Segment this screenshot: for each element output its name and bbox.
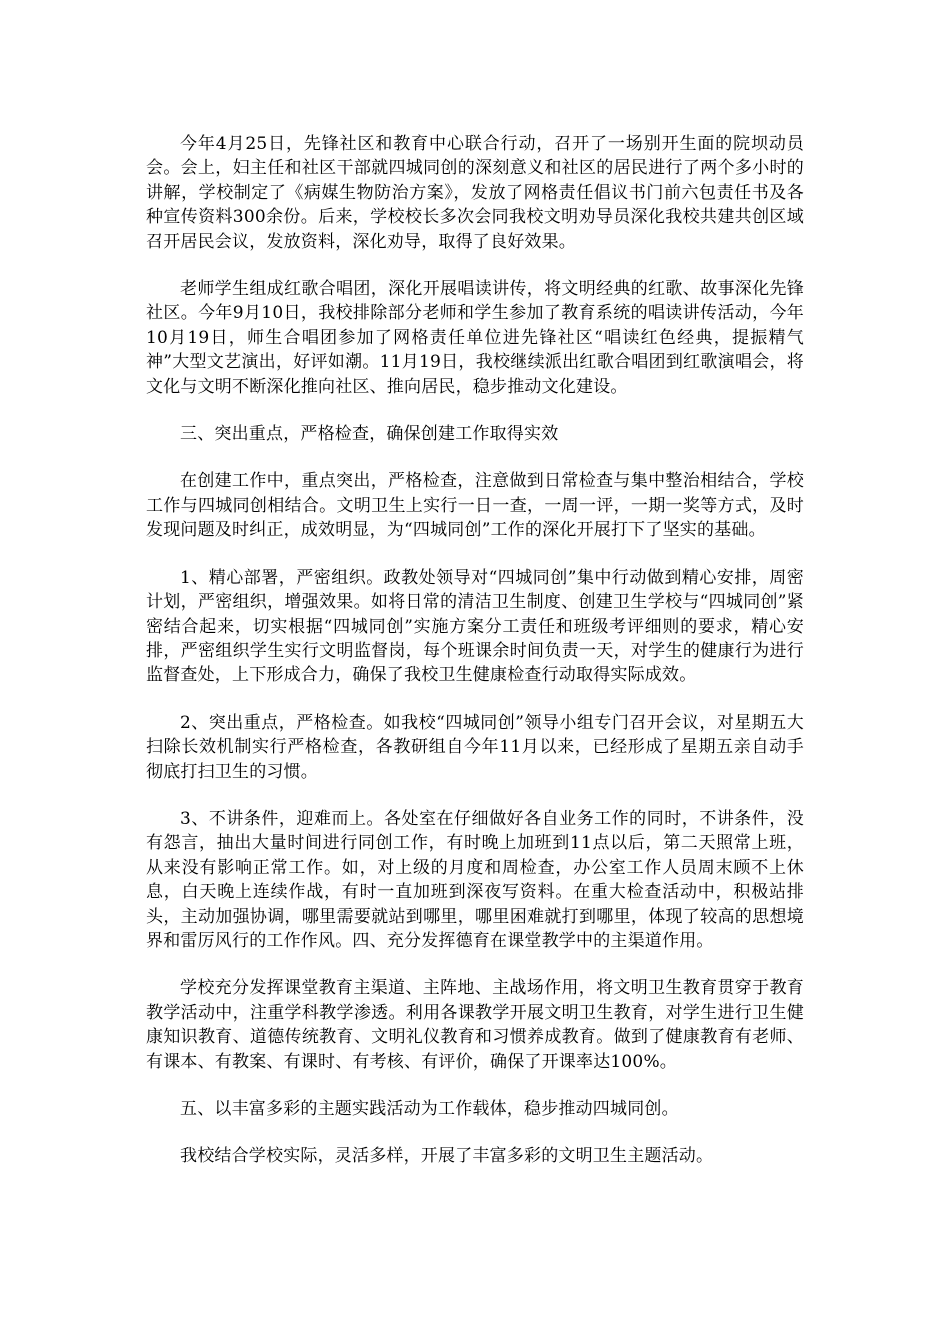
section-heading-3: 三、突出重点，严格检查，确保创建工作取得实效 <box>180 424 559 445</box>
paragraph-item-2: 2、突出重点，严格检查。如我校“四城同创”领导小组专门召开会议，对星期五大扫除长效机制实行严格检查，各教研组自今年11月以来，已经形成了星期五亲自动手彻底打扫卫生的习惯。 <box>146 712 804 782</box>
paragraph-inspection-overview: 在创建工作中，重点突出，严格检查，注意做到日常检查与集中整治相结合，学校工作与四城同创相结合。文明卫生上实行一日一查，一周一评，一期一奖等方式，及时发现问题及时纠正，成效明显，为“四城同创”工作的深化开展打下了坚实的基础。 <box>146 471 804 541</box>
paragraph-community-meeting: 今年4月25日，先锋社区和教育中心联合行动，召开了一场别开生面的院坝动员会。会上，妇主任和社区干部就四城同创的深刻意义和社区的居民进行了两个多小时的讲解，学校制定了《病媒生物防治方案》，发放了网格责任倡议书门前六包责任书及各种宣传资料300余份。后来，学校校长多次会同我校文明劝导员深化我校共建共创区域召开居民会议，发放资料，深化劝导，取得了良好效果。 <box>146 134 804 252</box>
paragraph-red-song-choir: 老师学生组成红歌合唱团，深化开展唱读讲传，将文明经典的红歌、故事深化先锋社区。今年9月10日，我校排除部分老师和学生参加了教育系统的唱读讲传活动，今年10月19日，师生合唱团参加了网格责任单位进先锋社区“唱读红色经典，提振精气神”大型文艺演出，好评如潮。11月19日，我校继续派出红歌合唱团到红歌演唱会，将文化与文明不断深化推向社区、推向居民，稳步推动文化建设。 <box>146 279 804 397</box>
paragraph-theme-activities: 我校结合学校实际，灵活多样，开展了丰富多彩的文明卫生主题活动。 <box>180 1146 714 1167</box>
paragraph-item-3: 3、不讲条件，迎难而上。各处室在仔细做好各自业务工作的同时，不讲条件，没有怨言，抽出大量时间进行同创工作，有时晚上加班到11点以后，第二天照常上班，从来没有影响正常工作。如，对上级的月度和周检查，办公室工作人员周末顾不上休息，白天晚上连续作战，有时一直加班到深夜写资料。在重大检查活动中，积极站排头，主动加强协调，哪里需要就站到哪里，哪里困难就打到哪里，体现了较高的思想境界和雷厉风行的工作作风。四、充分发挥德育在课堂教学中的主渠道作用。 <box>146 808 804 951</box>
document-body <box>146 132 804 1169</box>
section-heading-5: 五、以丰富多彩的主题实践活动为工作载体，稳步推动四城同创。 <box>180 1099 679 1119</box>
paragraph-classroom-education: 学校充分发挥课堂教育主渠道、主阵地、主战场作用，将文明卫生教育贯穿于教育教学活动中，注重学科教学渗透。利用各课教学开展文明卫生教育，对学生进行卫生健康知识教育、道德传统教育、文明礼仪教育和习惯养成教育。做到了健康教育有老师、有课本、有教案、有课时、有考核、有评价，确保了开课率达100%。 <box>146 978 804 1072</box>
paragraph-item-1: 1、精心部署，严密组织。政教处领导对“四城同创”集中行动做到精心安排，周密计划，严密组织，增强效果。如将日常的清洁卫生制度、创建卫生学校与“四城同创”紧密结合起来，切实根据“四城同创”实施方案分工责任和班级考评细则的要求，精心安排，严密组织学生实行文明监督岗，每个班课余时间负责一天，对学生的健康行为进行监督查处，上下形成合力，确保了我校卫生健康检查行动取得实际成效。 <box>146 567 804 686</box>
